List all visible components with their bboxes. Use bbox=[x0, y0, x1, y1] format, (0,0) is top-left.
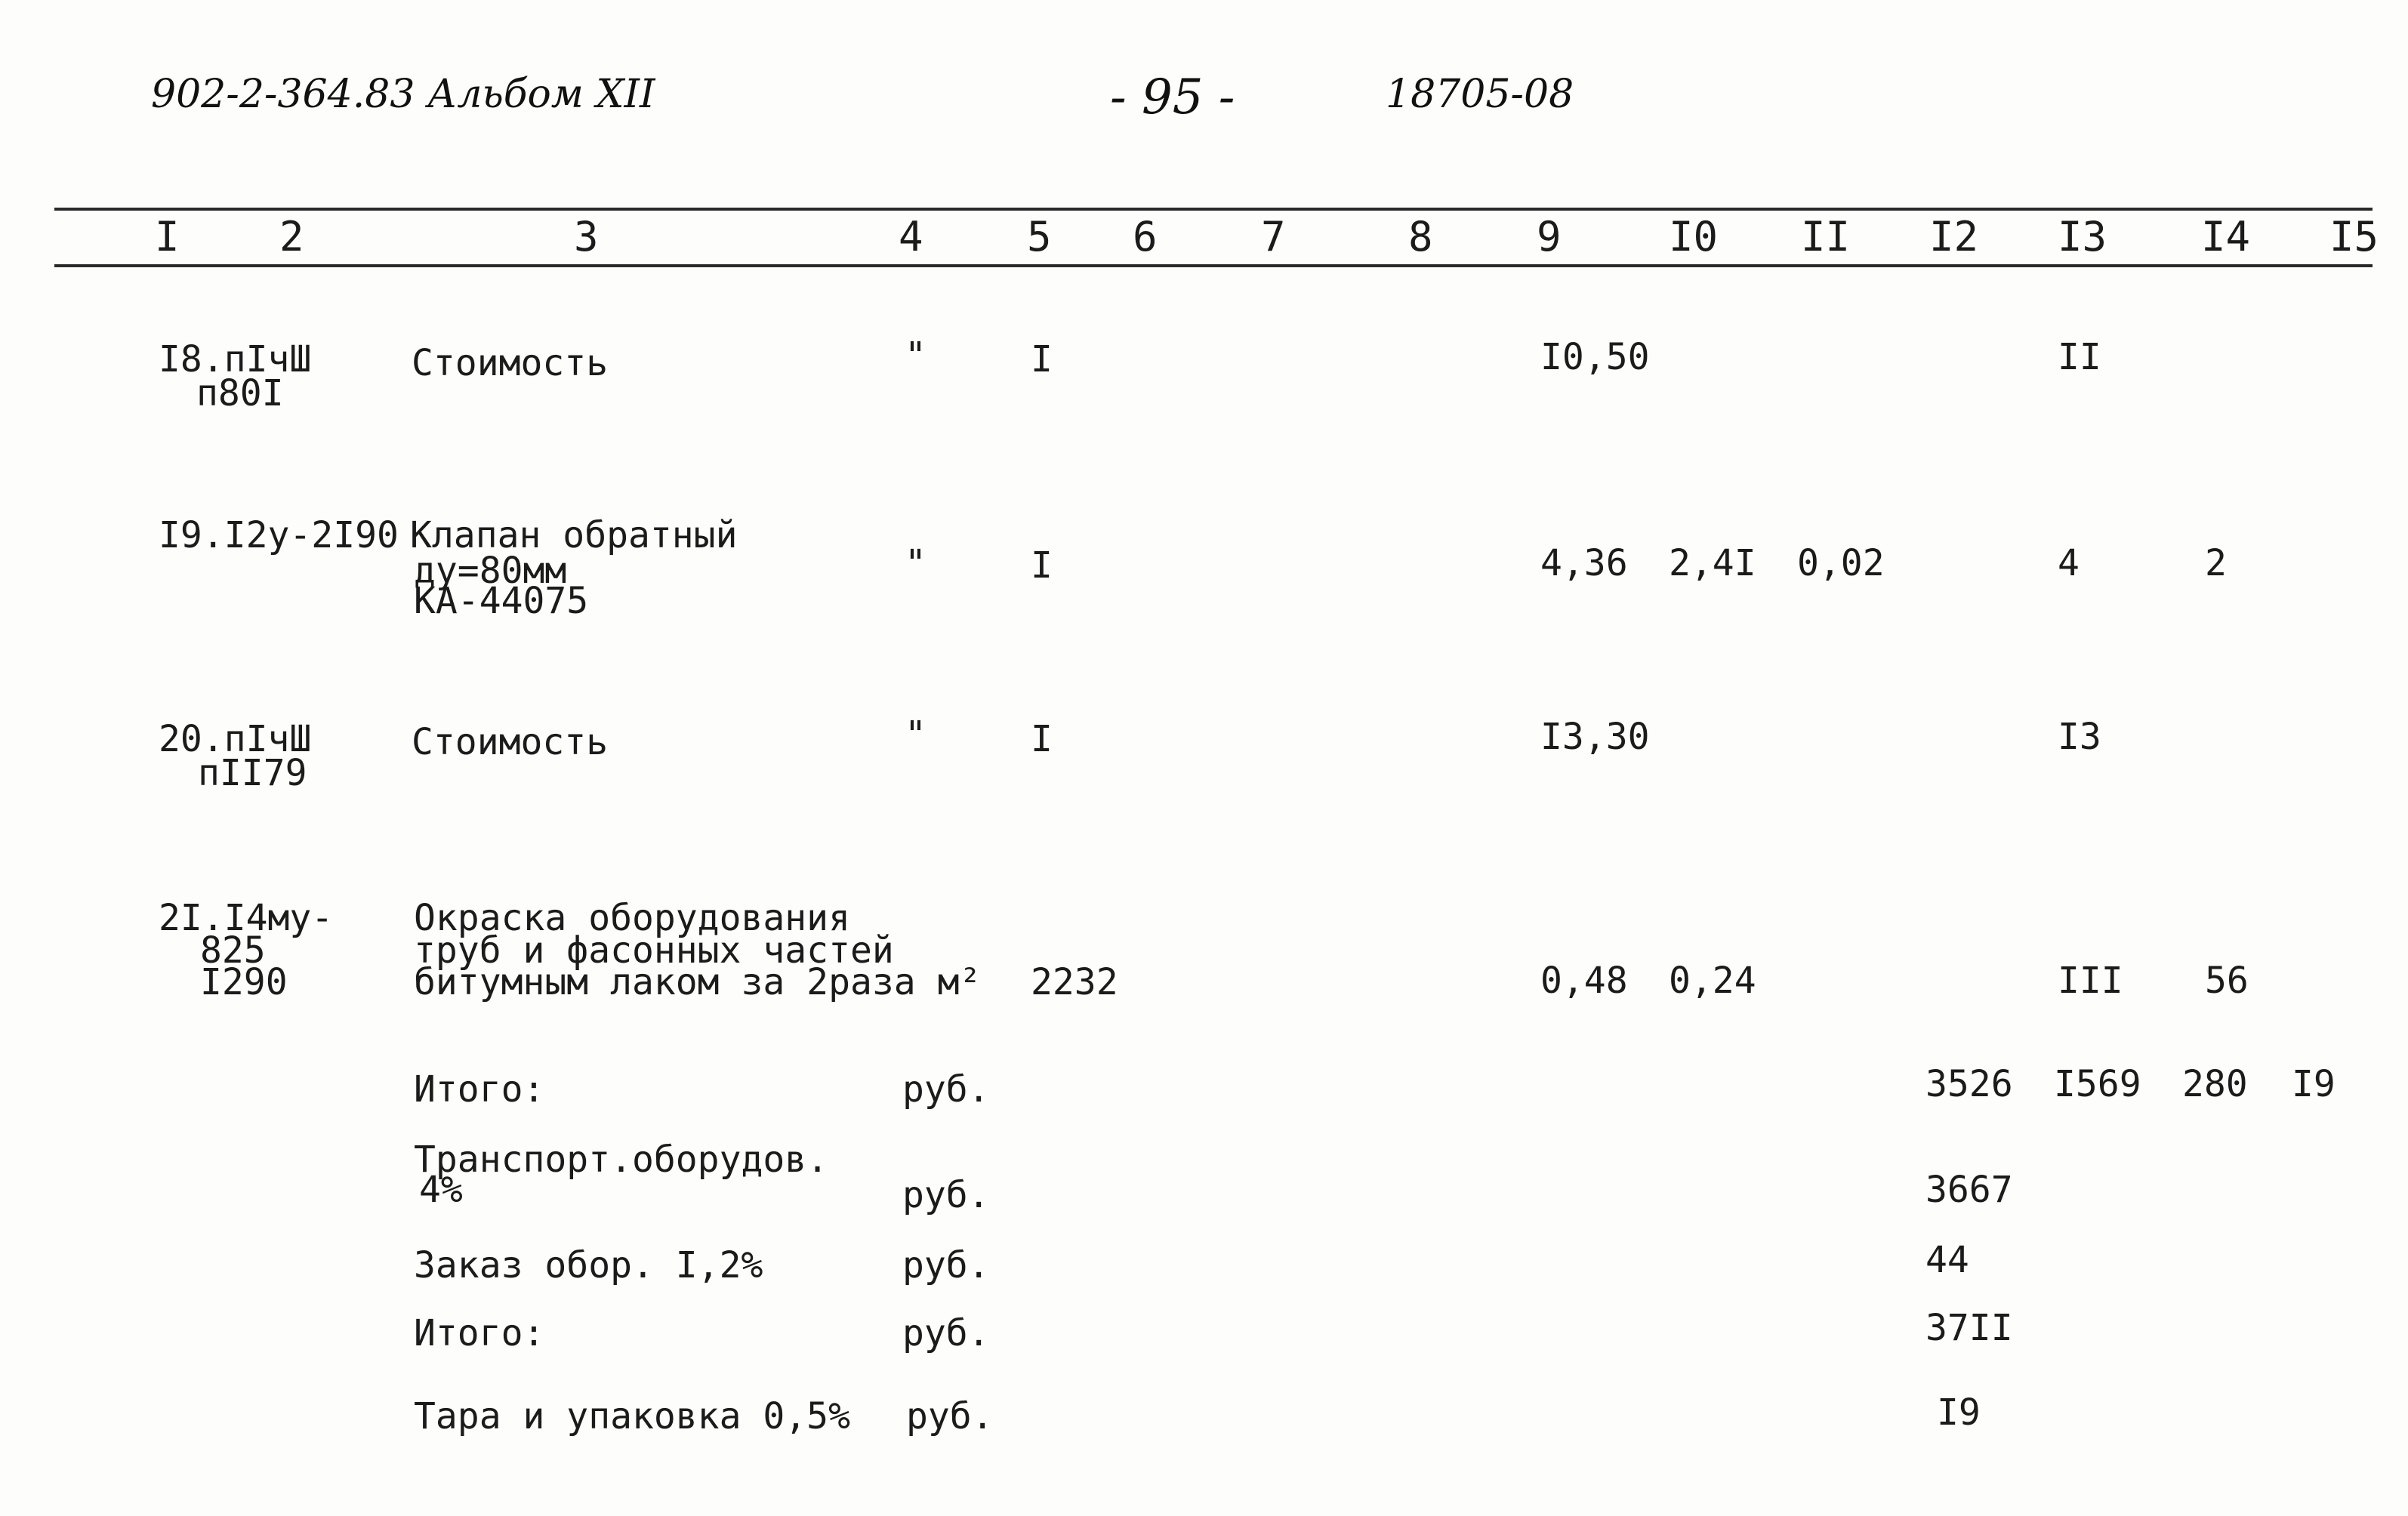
row-col9: 4,36 bbox=[1540, 542, 1628, 584]
summary-label: Заказ обор. I,2% bbox=[414, 1244, 763, 1286]
summary-col15: I9 bbox=[2292, 1063, 2336, 1105]
col-header-6: 6 bbox=[1133, 213, 1158, 260]
col-header-12: I2 bbox=[1929, 213, 1979, 260]
summary-col12: 3526 bbox=[1925, 1063, 2013, 1105]
row-code: пII79 bbox=[198, 752, 307, 794]
row-code: 20.пIчШ bbox=[159, 718, 312, 760]
row-code: 2I.I4му- bbox=[159, 897, 334, 939]
row-code: 825 bbox=[200, 929, 266, 972]
col-header-14: I4 bbox=[2201, 213, 2251, 260]
row-qty: I bbox=[1031, 544, 1053, 587]
col-header-13: I3 bbox=[2058, 213, 2107, 260]
row-code: п80I bbox=[196, 372, 284, 414]
col-header-7: 7 bbox=[1261, 213, 1286, 260]
row-name: Стоимость bbox=[412, 342, 609, 384]
summary-label: Итого: bbox=[414, 1068, 545, 1111]
row-col9: 0,48 bbox=[1540, 960, 1628, 1002]
row-name: Окраска оборудования bbox=[414, 897, 850, 939]
row-qty: I bbox=[1031, 718, 1053, 760]
summary-label: Тара и упаковка 0,5% bbox=[414, 1395, 850, 1437]
row-col13: II bbox=[2058, 336, 2101, 378]
summary-unit: руб. bbox=[902, 1244, 990, 1286]
summary-col14: 280 bbox=[2182, 1063, 2248, 1105]
summary-label: Итого: bbox=[414, 1312, 545, 1354]
summary-col12: 37II bbox=[1925, 1307, 2013, 1349]
row-col13: I3 bbox=[2058, 716, 2101, 758]
summary-col12: I9 bbox=[1937, 1391, 1981, 1434]
row-name: труб и фасонных частей bbox=[414, 929, 894, 972]
summary-label: 4% bbox=[419, 1169, 463, 1211]
summary-col12: 44 bbox=[1925, 1239, 1969, 1281]
col-header-3: 3 bbox=[574, 213, 599, 260]
col-header-10: I0 bbox=[1669, 213, 1719, 260]
row-col13: 4 bbox=[2058, 542, 2080, 584]
row-col13: III bbox=[2058, 960, 2123, 1002]
row-name: КА-44075 bbox=[414, 580, 589, 622]
col-header-11: II bbox=[1801, 213, 1851, 260]
header-top-rule bbox=[54, 208, 2373, 211]
row-code: I9.I2у-2I90 bbox=[159, 514, 399, 556]
row-col14: 2 bbox=[2205, 542, 2227, 584]
row-code: I8.пIчШ bbox=[159, 338, 312, 381]
header-bottom-rule bbox=[54, 264, 2373, 267]
col-header-9: 9 bbox=[1537, 213, 1562, 260]
summary-col13: I569 bbox=[2054, 1063, 2141, 1105]
row-unit: " bbox=[905, 713, 927, 756]
row-name: битумным лаком за 2раза м² bbox=[414, 961, 982, 1003]
document-code: 902-2-364.83 Альбом XII bbox=[151, 72, 655, 117]
col-header-1: I bbox=[155, 213, 180, 260]
archive-number: 18705-08 bbox=[1386, 72, 1574, 117]
summary-label: Транспорт.оборудов. bbox=[414, 1139, 829, 1181]
row-code: I290 bbox=[200, 961, 288, 1003]
row-name: ду=80мм bbox=[414, 550, 567, 592]
col-header-5: 5 bbox=[1027, 213, 1052, 260]
row-name: Клапан обратный bbox=[410, 514, 738, 556]
row-name: Стоимость bbox=[412, 721, 609, 763]
row-col14: 56 bbox=[2205, 960, 2249, 1002]
summary-unit: руб. bbox=[902, 1174, 990, 1216]
col-header-4: 4 bbox=[899, 213, 923, 260]
row-col10: 0,24 bbox=[1669, 960, 1756, 1002]
col-header-8: 8 bbox=[1408, 213, 1433, 260]
row-unit: " bbox=[905, 542, 927, 584]
row-col10: 2,4I bbox=[1669, 542, 1756, 584]
row-unit: " bbox=[905, 334, 927, 377]
col-header-15: I5 bbox=[2329, 213, 2379, 260]
summary-unit: руб. bbox=[906, 1395, 994, 1437]
row-qty: I bbox=[1031, 338, 1053, 381]
row-qty: 2232 bbox=[1031, 961, 1118, 1003]
row-col9: I0,50 bbox=[1540, 336, 1650, 378]
page-number: - 95 - bbox=[1110, 69, 1235, 125]
col-header-2: 2 bbox=[279, 213, 304, 260]
summary-unit: руб. bbox=[902, 1312, 990, 1354]
row-col11: 0,02 bbox=[1797, 542, 1885, 584]
summary-unit: руб. bbox=[902, 1068, 990, 1111]
row-col9: I3,30 bbox=[1540, 716, 1650, 758]
summary-col12: 3667 bbox=[1925, 1169, 2013, 1211]
